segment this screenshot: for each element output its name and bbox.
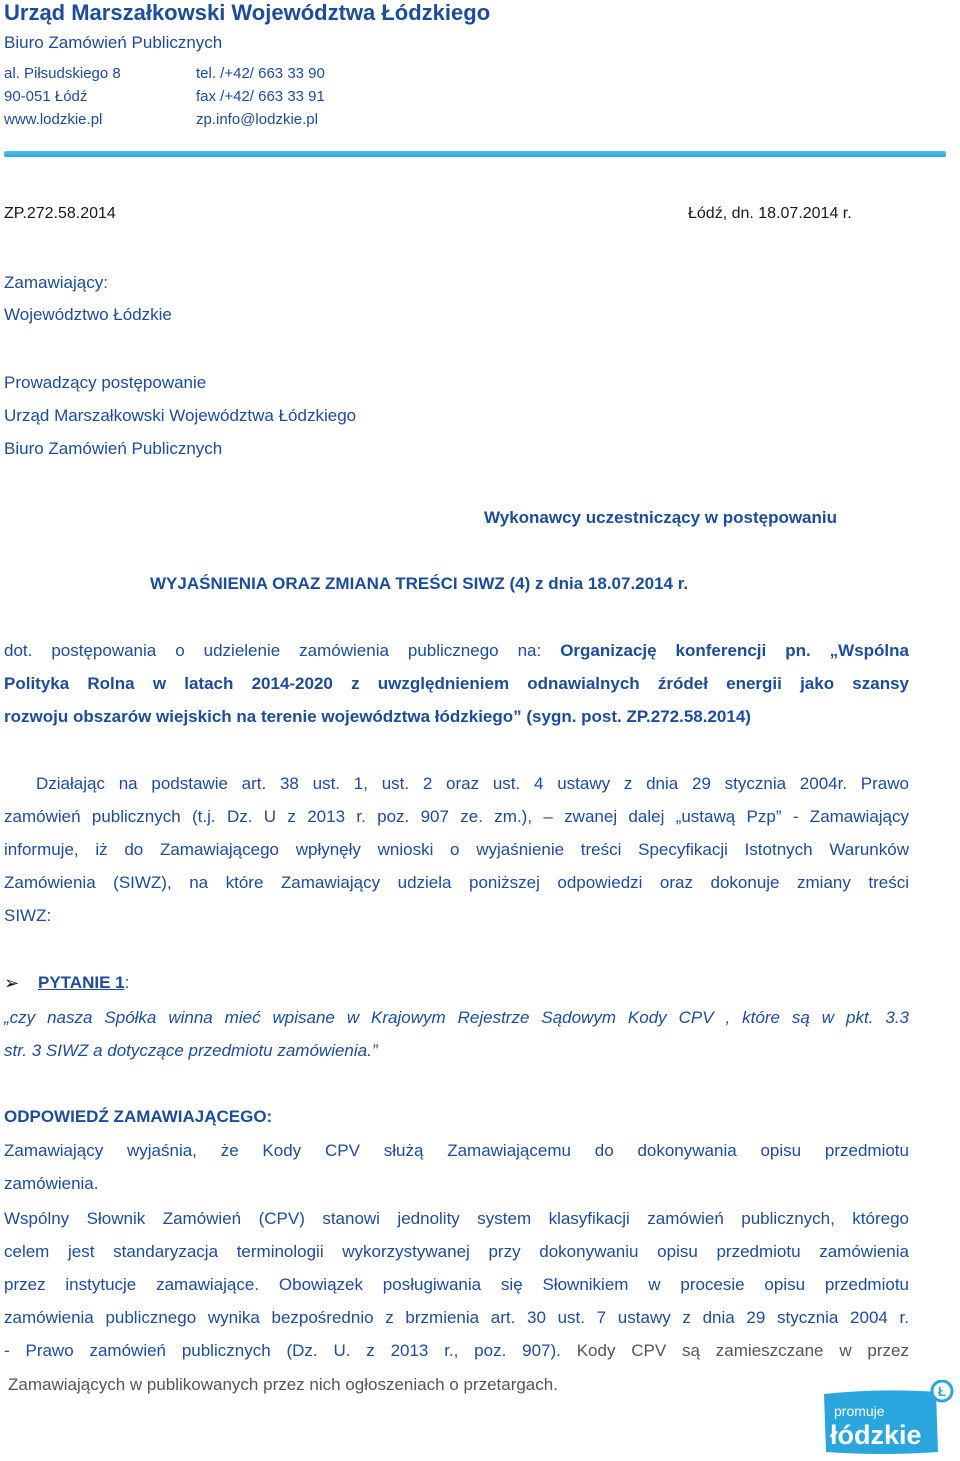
- subject-line-2: Polityka Rolna w latach 2014-2020 z uwzględnieniem odnawialnych źródeł energii jako szansy: [4, 674, 909, 693]
- answer-p2-line-1: Wspólny Słownik Zamówień (CPV) stanowi jednolity system klasyfikacji zamówień publicznych, którego: [4, 1209, 909, 1228]
- subject-line-3: rozwoju obszarów wiejskich na terenie województwa łódzkiego” (sygn. post. ZP.272.58.2014): [4, 707, 751, 726]
- header-divider: [4, 151, 946, 157]
- question-label-text: PYTANIE 1: [38, 973, 125, 992]
- orderer-label-text: Zamawiający:: [4, 273, 108, 292]
- answer-p2-line-5b: Kody CPV są zamieszczane w przez: [576, 1341, 909, 1360]
- orderer-name: Województwo Łódzkie: [4, 305, 172, 324]
- question-label: [38, 973, 129, 993]
- answer-p2-line-5: [4, 1334, 909, 1367]
- address-street: al. Piłsudskiego 8: [4, 65, 121, 82]
- addressees: Wykonawcy uczestniczący w postępowaniu: [484, 508, 838, 527]
- website-link[interactable]: www.lodzkie.pl: [4, 111, 103, 128]
- org-department: Biuro Zamówień Publicznych: [4, 33, 223, 52]
- org-name: Urząd Marszałkowski Województwa Łódzkiego: [4, 0, 491, 25]
- logo-badge-text: Ł: [938, 1384, 946, 1399]
- answer-p1-line-2: zamówienia.: [4, 1174, 99, 1193]
- subject-line-1: [4, 634, 909, 667]
- subject-block: [4, 634, 909, 733]
- promuje-lodzkie-logo: [822, 1380, 956, 1456]
- reference-number: ZP.272.58.2014: [4, 205, 116, 222]
- orderer-label: [4, 273, 108, 293]
- answer-p1-line-1: Zamawiający wyjaśnia, że Kody CPV służą Zamawiającemu do dokonywania opisu przedmiotu: [4, 1141, 909, 1160]
- intro-line-3: informuje, iż do Zamawiającego wpłynęły wnioski o wyjaśnienie treści Specyfikacji Istotnych Warunków: [4, 840, 909, 859]
- logo-graphic: [822, 1380, 956, 1456]
- phone-number: tel. /+42/ 663 33 90: [196, 65, 325, 82]
- intro-line-1: Działając na podstawie art. 38 ust. 1, ust. 2 oraz ust. 4 ustawy z dnia 29 stycznia 2004r. Prawo: [36, 774, 909, 793]
- answer-p2-line-4: zamówienia publicznego wynika bezpośrednio z brzmienia art. 30 ust. 7 ustawy z dnia 29 stycznia 2004 r.: [4, 1308, 909, 1327]
- answer-label: ODPOWIEDŹ ZAMAWIAJĄCEGO:: [4, 1107, 273, 1126]
- answer-paragraph-1: [4, 1134, 909, 1200]
- question-line-2: str. 3 SIWZ a dotyczące przedmiotu zamówienia.”: [4, 1041, 378, 1060]
- intro-line-2: zamówień publicznych (t.j. Dz. U z 2013 r. poz. 907 ze. zm.), – zwanej dalej „ustawą Pzp” - Zamawiający: [4, 807, 909, 826]
- place-date: Łódź, dn. 18.07.2014 r.: [688, 205, 852, 222]
- answer-p2-line-2: celem jest standaryzacja terminologii wykorzystywanej przy dokonywaniu opisu przedmiotu zamówienia: [4, 1242, 909, 1261]
- intro-line-4: Zamówienia (SIWZ), na które Zamawiający udziela poniższej odpowiedzi oraz dokonuje zmiany treści: [4, 873, 909, 892]
- address-city: 90-051 Łódź: [4, 88, 88, 105]
- question-label-colon: :: [124, 973, 130, 992]
- question-text: [4, 1001, 909, 1067]
- answer-p2-line-3: przez instytucje zamawiające. Obowiązek posługiwania się Słownikiem w procesie opisu przedmiotu: [4, 1275, 909, 1294]
- subject-title-start: Organizację konferencji pn. „Wspólna: [560, 641, 909, 660]
- document-title: WYJAŚNIENIA ORAZ ZMIANA TREŚCI SIWZ (4) z dnia 18.07.2014 r.: [150, 574, 689, 593]
- subject-intro: dot. postępowania o udzielenie zamówienia publicznego na:: [4, 641, 561, 660]
- conductor-label: Prowadzący postępowanie: [4, 373, 207, 392]
- answer-paragraph-2: [4, 1202, 909, 1367]
- answer-p2-line-5a: - Prawo zamówień publicznych (Dz. U. z 2013 r., poz. 907).: [4, 1341, 577, 1360]
- bullet-arrow-icon: ➢: [4, 973, 20, 993]
- intro-paragraph: [4, 767, 909, 932]
- conductor-dept: Biuro Zamówień Publicznych: [4, 439, 223, 458]
- question-line-1: „czy nasza Spółka winna mieć wpisane w Krajowym Rejestrze Sądowym Kody CPV , które są w pkt. 3.3: [4, 1008, 909, 1027]
- logo-word-small: promuje: [834, 1403, 885, 1419]
- answer-p2-line-6: Zamawiających w publikowanych przez nich ogłoszeniach o przetargach.: [8, 1375, 558, 1394]
- email-link[interactable]: zp.info@lodzkie.pl: [196, 111, 318, 128]
- logo-word-large: łódzkie: [830, 1420, 922, 1450]
- intro-line-5: SIWZ:: [4, 906, 52, 925]
- fax-number: fax /+42/ 663 33 91: [196, 88, 325, 105]
- conductor-org: Urząd Marszałkowski Województwa Łódzkiego: [4, 406, 357, 425]
